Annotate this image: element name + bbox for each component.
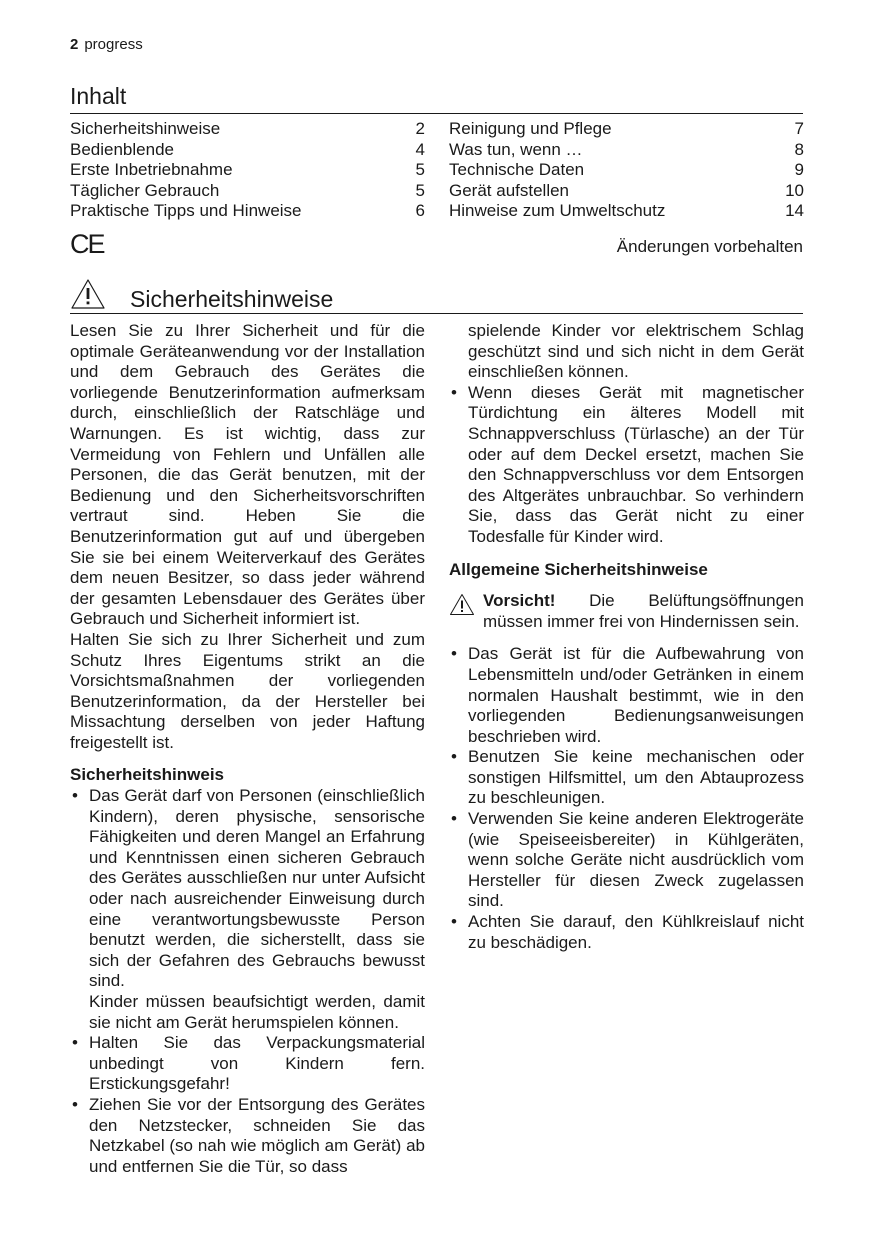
subheading-safety-notice: Sicherheitshinweis [70,765,224,785]
toc-divider [70,113,803,114]
toc-entry[interactable] [70,160,425,181]
list-item: • Benutzen Sie keine mechanischen oder sonstigen Hilfsmittel, um den Abtauprozess zu beschleunigen. [449,747,804,809]
toc-entry[interactable] [70,140,425,161]
toc-entry[interactable] [70,181,425,202]
section-title: Sicherheitshinweise [130,286,334,312]
right-text-column [449,321,804,953]
toc-entry[interactable] [449,140,804,161]
list-item: • Ziehen Sie vor der Entsorgung des Gerätes den Netzstecker, schneiden Sie das Netzkabel (so nah wie möglich am Gerät) ab und entfernen Sie die Tür, so dass [70,1095,425,1177]
toc-entry[interactable] [70,201,425,222]
toc-entry-page: 7 [794,119,804,138]
toc-entry-label: Hinweise zum Umweltschutz [449,201,666,220]
list-item: • Das Gerät ist für die Aufbewahrung von Lebensmitteln und/oder Getränken in einem normalen Haushalt bestimmt, wie in den vorliegenden Bedienungsanweisungen beschrieben wird. [449,644,804,747]
brand-name: progress [84,36,143,53]
list-item-text: Das Gerät darf von Personen (einschließlich Kindern), deren physische, sensorische Fähigkeiten und deren Mangel an Erfahrung und Kenntnissen einen sicheren Gebrauch des Gerätes ausschließen nur unter Aufsicht oder nach ausreichender Einweisung durch eine verantwortungsbewusste Person benutzt werden, die sicherstellt, dass sie sich der Gefahren des Gebrauchs bewusst sind. [89,786,425,991]
toc-entry-label: Sicherheitshinweise [70,119,221,138]
toc-entry-page: 4 [415,139,425,159]
changes-note: Änderungen vorbehalten [616,237,803,256]
list-item [70,786,425,1033]
toc-entry-page: 5 [415,180,425,200]
intro-paragraph: Halten Sie sich zu Ihrer Sicherheit und zum Schutz Ihres Eigentums strikt an die Vorsichtsmaßnahmen der vorliegenden Benutzerinformation, da der Hersteller bei Missachtung derselben von jeder Haftung freigestellt ist. [70,629,425,752]
caution-text: Die Belüftungsöffnungen müssen immer frei von Hindernissen sein. [483,591,804,631]
ce-mark-icon: CE [70,229,104,259]
caution-notice [449,591,804,632]
caution-label: Vorsicht! [483,591,556,611]
toc-entry-label: Täglicher Gebrauch [70,180,220,200]
intro-paragraph: Lesen Sie zu Ihrer Sicherheit und für die optimale Geräteanwendung vor der Installation und dem Gebrauch des Gerätes die vorliegende Benutzerinformation aufmerksam durch, einschließlich der Ratschläge und Warnungen. Es ist wichtig, dass zur Vermeidung von Fehlern und Unfällen alle Personen, die das Gerät benutzen, mit der Bedienung und den Sicherheitsvorschriften vertraut sind. Heben Sie die Benutzerinformation gut auf und übergeben Sie sie bei einem Weiterverkauf des Gerätes dem neuen Besitzer, so dass jeder während der gesamten Lebensdauer des Gerätes über Gebrauch und Sicherheit informiert ist. [70,321,425,629]
safety-list-continued [449,383,804,548]
page-header [70,36,143,53]
left-text-column [70,321,425,1177]
list-item: • Halten Sie das Verpackungsmaterial unbedingt von Kindern fern. Erstickungsgefahr! [70,1033,425,1095]
toc-right-column [449,119,804,222]
general-safety-list [449,644,804,953]
toc-entry[interactable] [449,201,804,222]
list-item: • Achten Sie darauf, den Kühlkreislauf nicht zu beschädigen. [449,912,804,953]
toc-entry[interactable] [449,119,804,140]
toc-entry-label: Bedienblende [70,139,174,159]
section-divider [70,313,803,314]
warning-triangle-icon [70,278,106,315]
toc-entry-label: Gerät aufstellen [449,180,570,200]
toc-entry-page: 8 [794,139,804,159]
toc-entry[interactable] [449,181,804,202]
list-item: • Verwenden Sie keine anderen Elektrogeräte (wie Speiseeisbereiter) in Kühlgeräten, wenn solche Geräte nicht ausdrücklich vom Hersteller für diesen Zweck zugelassen sind. [449,809,804,912]
toc-title: Inhalt [70,83,127,109]
toc-entry-label: Erste Inbetriebnahme [70,160,233,179]
toc-entry[interactable] [70,119,425,140]
toc-entry-page: 10 [785,180,804,200]
toc-entry-label: Reinigung und Pflege [449,119,612,138]
toc-entry[interactable] [449,160,804,181]
page-number: 2 [70,36,79,53]
toc-entry-page: 6 [415,201,425,220]
toc-entry-page: 9 [794,160,804,179]
toc-entry-label: Technische Daten [449,160,585,179]
safety-list [70,786,425,1177]
caution-triangle-icon [449,591,483,622]
caution-text-block [483,591,804,632]
toc-entry-page: 2 [415,119,425,138]
toc-entry-label: Praktische Tipps und Hinweise [70,201,302,220]
continuation-text: spielende Kinder vor elektrischem Schlag geschützt sind und sich nicht in dem Gerät einschließen können. [468,321,804,382]
toc-entry-label: Was tun, wenn … [449,139,583,159]
toc-entry-page: 14 [785,201,804,220]
list-item-note: Kinder müssen beaufsichtigt werden, damit sie nicht am Gerät herumspielen können. [89,992,425,1032]
toc-entry-page: 5 [415,160,425,179]
list-item: • Wenn dieses Gerät mit magnetischer Türdichtung ein älteres Modell mit Schnappverschluss (Türlasche) an der Tür oder auf dem Deckel ersetzt, machen Sie den Schnappverschluss vor dem Entsorgen des Altgerätes unbrauchbar. So verhindern Sie, dass das Gerät nicht zu einer Todesfalle für Kinder wird. [449,383,804,548]
subheading-general-safety: Allgemeine Sicherheitshinweise [449,559,708,579]
toc-left-column [70,119,425,222]
